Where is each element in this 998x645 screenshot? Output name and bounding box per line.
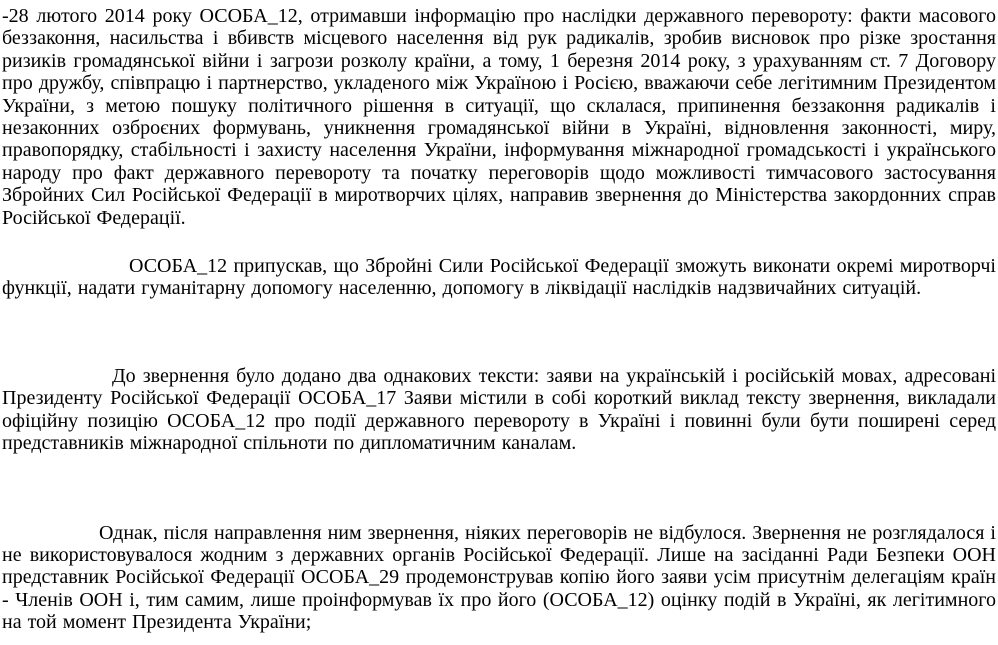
document-paragraph-2: ОСОБА_12 припускав, що Збройні Сили Російської Федерації зможуть виконати окремі миротворчі функції, надати гуманітарну допомогу населенню, допомогу в ліквідації наслідків надзвичайних ситуацій. <box>2 255 996 300</box>
document-paragraph-4: Однак, після направлення ним звернення, ніяких переговорів не відбулося. Звернення не розглядалося і не використовувалося жодним з державних органів Російської Федерації. Лише на засіданні Ради Безпеки ООН представник Російської Федерації ОСОБА_29 продемонстрував копію його заяви усім присутнім делегаціям країн - Членів ООН і, тим самим, лише проінформував їх про його (ОСОБА_12) оцінку подій в Україні, як легітимного на той момент Президента України; <box>2 521 996 634</box>
document-paragraph-1: -28 лютого 2014 року ОСОБА_12, отримавши інформацію про наслідки державного перевороту: факти масового беззаконня, насильства і вбивств місцевого населення від рук радикалів, зробив висновок про різке зростання ризиків громадянської війни і загрози розколу країни, а тому, 1 березня 2014 року, з урахуванням ст. 7 Договору про дружбу, співпрацю і партнерство, укладеного між Україною і Росією, вважаючи себе легітимним Президентом України, з метою пошуку політичного рішення в ситуації, що склалася, припинення беззаконня радикалів і незаконних озброєних формувань, уникнення громадянської війни в Україні, відновлення законності, миру, правопорядку, стабільності і захисту населення України, інформування міжнародної громадськості і українського народу про факт державного перевороту та початку переговорів щодо можливості тимчасового застосування Збройних Сил Російської Федерації в миротворчих цілях, направив звернення до Міністерства закордонних справ Російської Федерації. <box>2 5 996 229</box>
document-paragraph-3: До звернення було додано два однакових тексти: заяви на українській і російській мовах, адресовані Президенту Російської Федерації ОСОБА_17 Заяви містили в собі короткий виклад тексту звернення, викладали офіційну позицію ОСОБА_12 про події державного перевороту в Україні і повинні були бути поширені серед представників міжнародної спільноти по дипломатичним каналам. <box>2 364 996 455</box>
